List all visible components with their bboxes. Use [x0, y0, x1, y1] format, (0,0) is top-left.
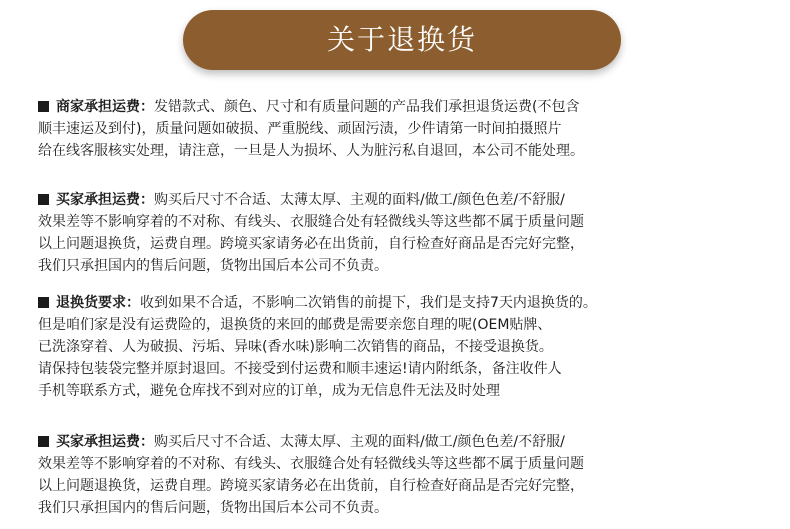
header-banner — [183, 10, 621, 70]
square-bullet-icon — [38, 297, 49, 308]
section-text: 购买后尺寸不合适、太薄太厚、主观的面料/做工/颜色色差/不舒服/ — [154, 192, 565, 208]
section-seller-shipping — [38, 96, 773, 162]
section-text: 发错款式、颜色、尺寸和有质量问题的产品我们承担退货运费(不包含 — [154, 99, 580, 115]
section-first-line — [38, 189, 773, 211]
section-label: 退换货要求： — [56, 295, 140, 311]
square-bullet-icon — [38, 194, 49, 205]
section-line: 给在线客服核实处理，请注意，一旦是人为损坏、人为脏污私自退回，本公司不能处理。 — [38, 143, 584, 159]
section-first-line — [38, 292, 773, 314]
section-line: 我们只承担国内的售后问题，货物出国后本公司不负责。 — [38, 500, 388, 516]
section-label: 商家承担运费： — [56, 99, 154, 115]
section-line: 效果差等不影响穿着的不对称、有线头、衣服缝合处有轻微线头等这些都不属于质量问题 — [38, 214, 584, 230]
section-line: 手机等联系方式，避免仓库找不到对应的订单，成为无信息件无法及时处理 — [38, 383, 500, 399]
section-label: 买家承担运费： — [56, 192, 154, 208]
section-line: 以上问题退换货，运费自理。跨境买家请务必在出货前，自行检查好商品是否完好完整， — [38, 478, 584, 494]
section-first-line — [38, 431, 773, 453]
square-bullet-icon — [38, 436, 49, 447]
section-line: 我们只承担国内的售后问题，货物出国后本公司不负责。 — [38, 258, 388, 274]
section-line: 以上问题退换货，运费自理。跨境买家请务必在出货前，自行检查好商品是否完好完整， — [38, 236, 584, 252]
section-line: 但是咱们家是没有运费险的，退换货的来回的邮费是需要亲您自理的呢(OEM贴牌、 — [38, 317, 552, 333]
square-bullet-icon — [38, 101, 49, 112]
section-line: 已洗涤穿着、人为破损、污垢、异味(香水味)影响二次销售的商品，不接受退换货。 — [38, 339, 553, 355]
section-text: 收到如果不合适，不影响二次销售的前提下，我们是支持7天内退换货的。 — [140, 295, 597, 311]
section-line: 请保持包装袋完整并原封退回。不接受到付运费和顺丰速运!请内附纸条，备注收件人 — [38, 361, 562, 377]
section-text: 购买后尺寸不合适、太薄太厚、主观的面料/做工/颜色色差/不舒服/ — [154, 434, 565, 450]
section-return-requirements — [38, 292, 773, 402]
section-buyer-shipping-repeat — [38, 431, 773, 519]
section-line: 顺丰速运及到付)，质量问题如破损、严重脱线、顽固污渍，少件请第一时间拍摄照片 — [38, 121, 562, 137]
section-first-line — [38, 96, 773, 118]
section-buyer-shipping — [38, 189, 773, 277]
section-label: 买家承担运费： — [56, 434, 154, 450]
section-line: 效果差等不影响穿着的不对称、有线头、衣服缝合处有轻微线头等这些都不属于质量问题 — [38, 456, 584, 472]
page-title: 关于退换货 — [326, 23, 477, 56]
